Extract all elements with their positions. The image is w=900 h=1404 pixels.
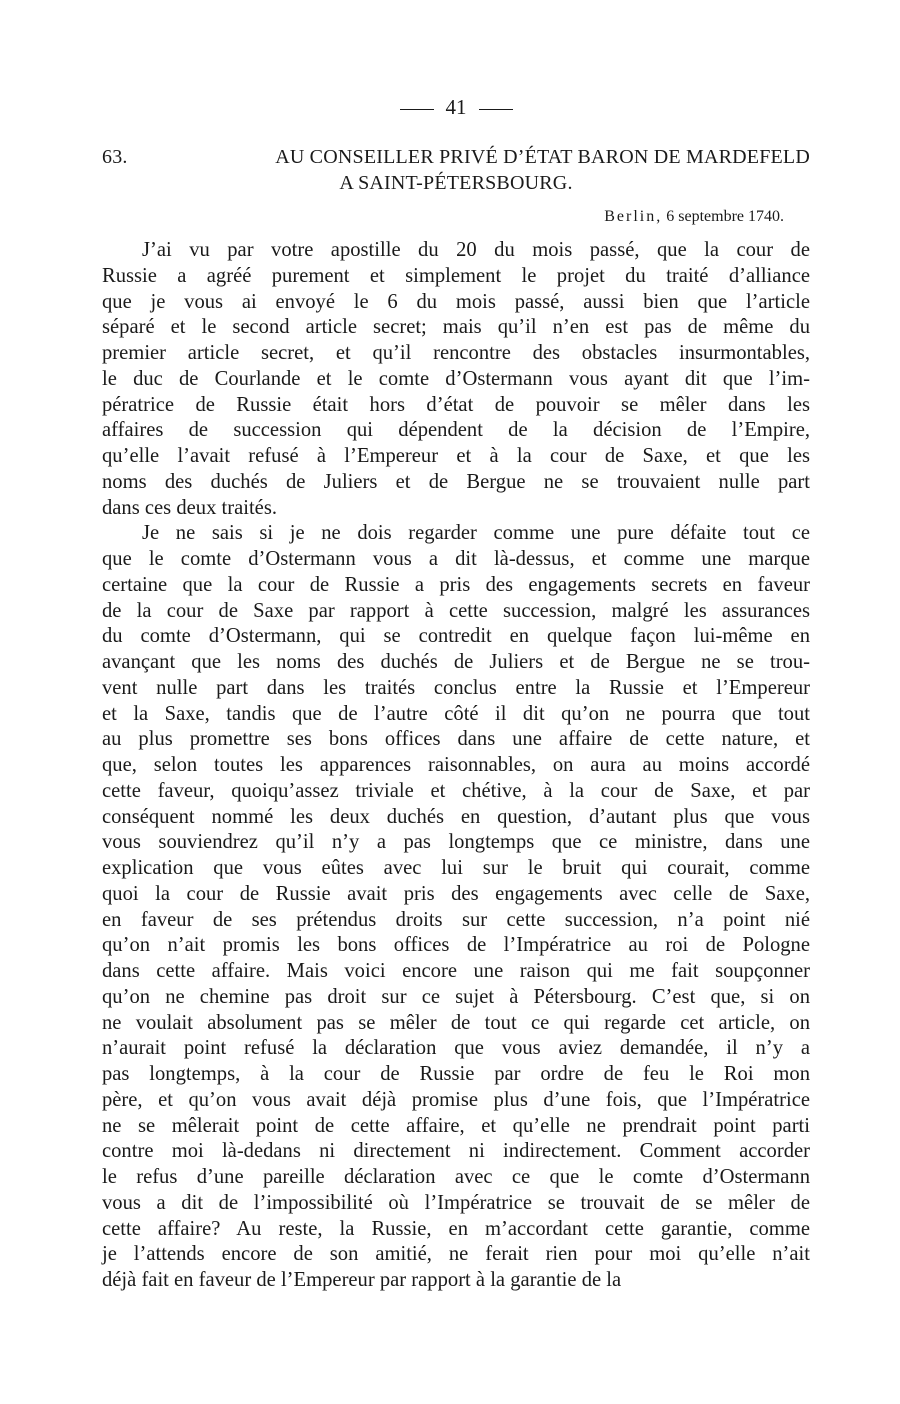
- text-line: en faveur de ses prétendus droits sur cette succession, n’a point nié: [102, 908, 810, 931]
- text-line: qu’on ne chemine pas droit sur ce sujet à Pétersbourg. C’est que, si on: [102, 985, 810, 1008]
- text-line: quoi la cour de Russie avait pris des engagements avec celle de Saxe,: [102, 882, 810, 905]
- text-line: que je vous ai envoyé le 6 du mois passé, aussi bien que l’article: [102, 290, 810, 313]
- page-number: 41: [445, 95, 467, 119]
- letter-body: [102, 238, 810, 1294]
- text-line: le duc de Courlande et le comte d’Ostermann vous ayant dit que l’im-: [102, 367, 810, 390]
- page-header: [102, 92, 810, 122]
- text-line: dans cette affaire. Mais voici encore une raison qui me fait soupçonner: [102, 960, 810, 982]
- text-line: déjà fait en faveur de l’Empereur par rapport à la garantie de la: [102, 1269, 622, 1291]
- text-line: affaires de succession qui dépendent de la décision de l’Empire,: [102, 419, 810, 442]
- text-line: du comte d’Ostermann, qui se contredit en quelque façon lui-même en: [102, 625, 810, 648]
- text-line: vent nulle part dans les traités conclus entre la Russie et l’Empereur: [102, 676, 810, 699]
- letter-number: 63.: [102, 146, 128, 168]
- text-line: que, selon toutes les apparences raisonnables, on aura au moins accordé: [102, 754, 810, 776]
- heading-addressee: AU CONSEILLER PRIVÉ D’ÉTAT BARON DE MARDEFELD: [275, 146, 810, 168]
- document-page: [102, 92, 810, 1294]
- paragraph: [102, 521, 810, 1294]
- header-dash-right: [479, 109, 513, 110]
- text-line: je l’attends encore de son amitié, ne ferait rien pour moi qu’elle n’ait: [102, 1243, 810, 1266]
- text-line: séparé et le second article secret; mais qu’il n’en est pas de même du: [102, 316, 810, 339]
- text-line: qu’on n’ait promis les bons offices de l’Impératrice au roi de Pologne: [102, 934, 810, 957]
- text-line: de la cour de Saxe par rapport à cette succession, malgré les assurances: [102, 599, 810, 622]
- text-line: vous souviendrez qu’il n’y a pas longtemps que ce ministre, dans une: [102, 831, 810, 854]
- text-line: Je ne sais si je ne dois regarder comme une pure défaite tout ce: [142, 522, 810, 545]
- text-line: noms des duchés de Juliers et de Bergue ne se trouvaient nulle part: [102, 470, 810, 493]
- text-line: dans ces deux traités.: [102, 496, 277, 519]
- heading-line-1: [102, 144, 810, 170]
- text-line: et la Saxe, tandis que de l’autre côté il dit qu’on ne pourra que tout: [102, 702, 810, 725]
- text-line: cette faveur, quoiqu’assez triviale et chétive, à la cour de Saxe, et par: [102, 779, 810, 802]
- text-line: n’aurait point refusé la déclaration que vous aviez demandée, il n’y a: [102, 1037, 810, 1060]
- text-line: vous a dit de l’impossibilité où l’Impératrice se trouvait de se mêler de: [102, 1191, 810, 1214]
- text-line: contre moi là-dedans ni directement ni indirectement. Comment accorder: [102, 1140, 810, 1163]
- text-line: au plus promettre ses bons offices dans une affaire de cette nature, et: [102, 728, 810, 751]
- dateline-date: 6 septembre 1740.: [666, 208, 784, 225]
- dateline: [102, 206, 810, 228]
- text-line: avançant que les noms des duchés de Juliers et de Bergue ne se trou-: [102, 651, 810, 673]
- text-line: père, et qu’on vous avait déjà promise plus d’une fois, que l’Impératrice: [102, 1088, 810, 1111]
- text-line: ne voulait absolument pas se mêler de tout ce qui regarde cet article, on: [102, 1011, 810, 1034]
- text-line: certaine que la cour de Russie a pris des engagements secrets en faveur: [102, 573, 810, 596]
- text-line: le refus d’une pareille déclaration avec ce que le comte d’Ostermann: [102, 1166, 810, 1188]
- heading-line-2: A SAINT-PÉTERSBOURG.: [339, 172, 573, 194]
- text-line: ne se mêlerait point de cette affaire, et qu’elle ne prendrait point parti: [102, 1114, 810, 1137]
- letter-heading: [102, 144, 810, 196]
- header-dash-left: [400, 109, 434, 110]
- text-line: qu’elle l’avait refusé à l’Empereur et à la cour de Saxe, et que les: [102, 445, 810, 467]
- text-line: Russie a agréé purement et simplement le projet du traité d’alliance: [102, 264, 810, 287]
- text-line: que le comte d’Ostermann vous a dit là-dessus, et comme une marque: [102, 548, 810, 570]
- paragraph: [102, 238, 810, 521]
- text-line: J’ai vu par votre apostille du 20 du mois passé, que la cour de: [142, 239, 810, 261]
- dateline-place: Berlin,: [604, 208, 663, 225]
- text-line: conséquent nommé les deux duchés en question, d’autant plus que vous: [102, 805, 810, 828]
- text-line: explication que vous eûtes avec lui sur le bruit qui courait, comme: [102, 857, 810, 879]
- text-line: pas longtemps, à la cour de Russie par ordre de feu le Roi mon: [102, 1063, 810, 1085]
- text-line: premier article secret, et qu’il rencontre des obstacles insurmontables,: [102, 342, 810, 364]
- text-line: cette affaire? Au reste, la Russie, en m’accordant cette garantie, comme: [102, 1217, 810, 1240]
- text-line: pératrice de Russie était hors d’état de pouvoir se mêler dans les: [102, 393, 810, 416]
